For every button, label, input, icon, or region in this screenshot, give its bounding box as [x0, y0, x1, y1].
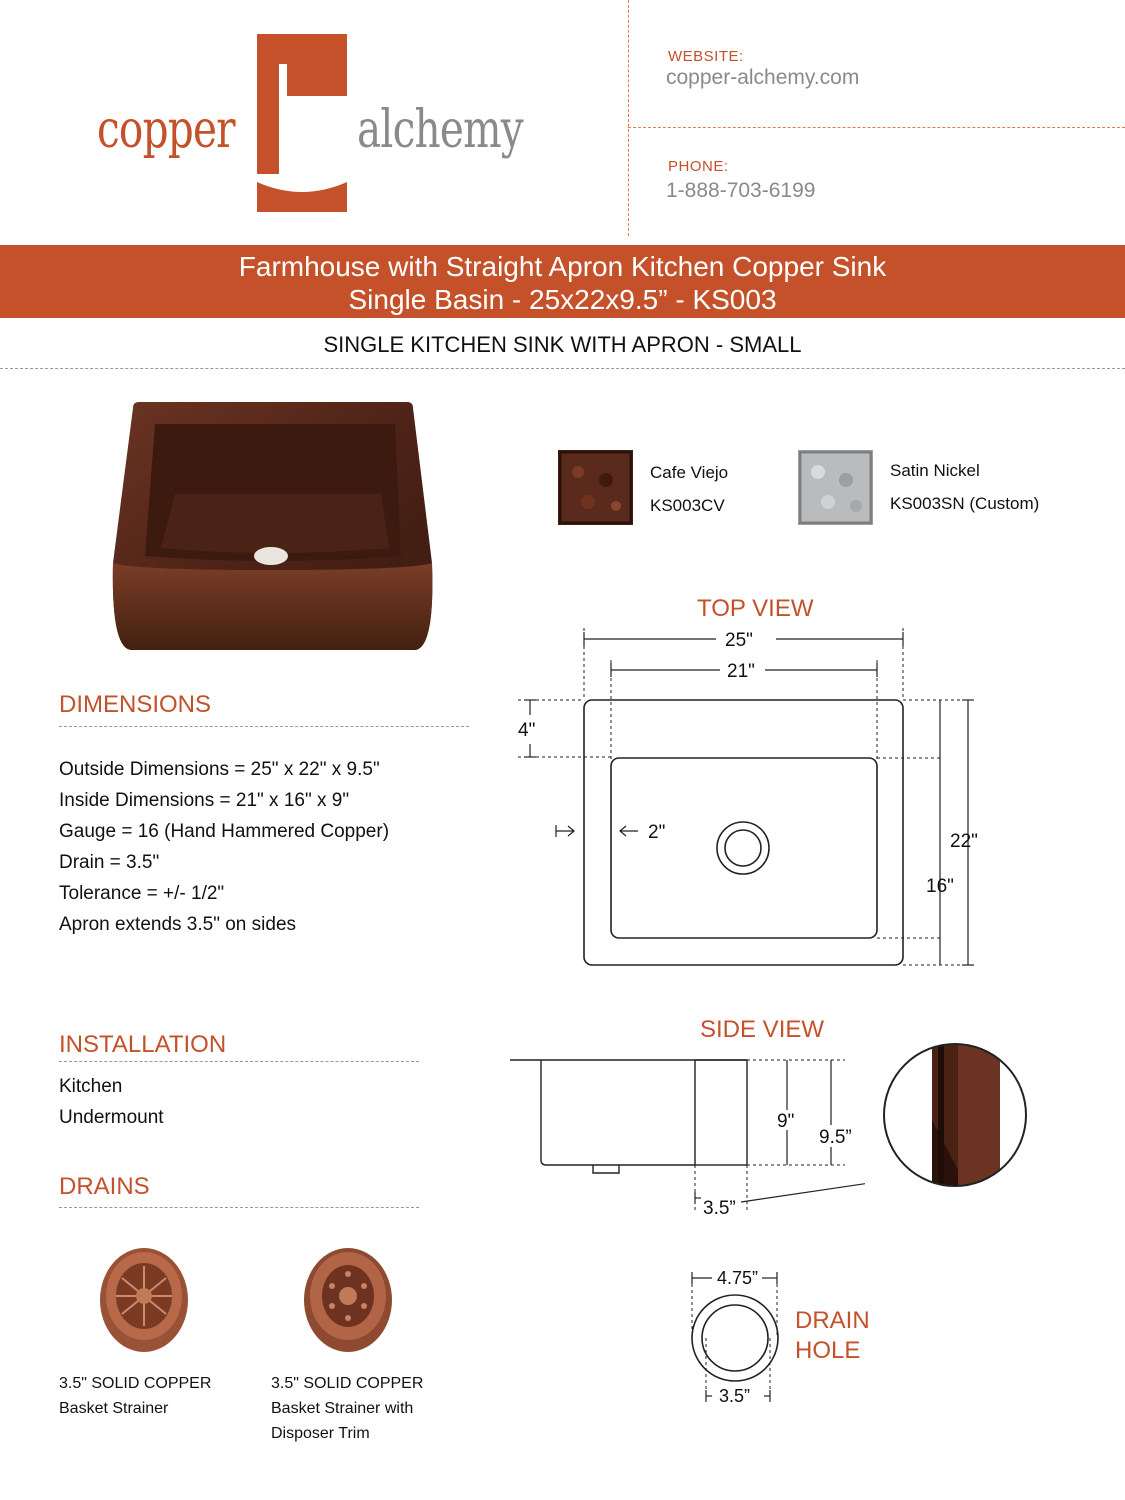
phone-number: 1-888-703-6199: [666, 179, 816, 202]
drain-caption-basket: [59, 1371, 211, 1421]
finish-name: Cafe Viejo: [650, 463, 729, 482]
logo-word-alchemy: alchemy: [357, 100, 523, 160]
spec-item: Inside Dimensions = 21" x 16" x 9": [59, 790, 350, 811]
sink-photo: [105, 398, 440, 656]
dimensions-list: [59, 754, 389, 940]
phone-label: PHONE:: [668, 158, 729, 175]
finish-satin-nickel: [890, 454, 1039, 520]
finish-sku: KS003SN (Custom): [890, 494, 1040, 513]
spec-item: Drain = 3.5": [59, 852, 160, 873]
page-subtitle: SINGLE KITCHEN SINK WITH APRON - SMALL: [323, 332, 802, 357]
installation-item: Kitchen: [59, 1076, 123, 1097]
top-view-diagram: [500, 620, 1000, 980]
swatch-cafe-viejo: [558, 450, 633, 525]
website-link[interactable]: copper-alchemy.com: [666, 66, 860, 89]
logo: [95, 30, 535, 215]
apron-detail-zoom: [880, 1040, 1030, 1190]
spec-item: Apron extends 3.5" on sides: [59, 914, 297, 935]
spec-item: Gauge = 16 (Hand Hammered Copper): [59, 821, 390, 842]
swatch-satin-nickel: [798, 450, 873, 525]
dim-outer-width: 25": [725, 630, 753, 651]
installation-list: [59, 1071, 164, 1133]
page-title-line2: Single Basin - 25x22x9.5” - KS003: [348, 284, 777, 315]
finish-name: Satin Nickel: [890, 461, 980, 480]
spec-item: Tolerance = +/- 1/2": [59, 883, 225, 904]
disposer-trim-photo: [298, 1238, 398, 1358]
page-title-line1: Farmhouse with Straight Apron Kitchen Copper Sink: [238, 251, 887, 282]
spec-item: Outside Dimensions = 25" x 22" x 9.5": [59, 759, 380, 780]
installation-heading: INSTALLATION: [59, 1031, 227, 1058]
logo-word-copper: copper: [97, 100, 235, 160]
dim-inner-height: 9": [777, 1111, 795, 1132]
drains-heading: DRAINS: [59, 1173, 150, 1200]
drain-hole-title: [795, 1306, 870, 1366]
finish-sku: KS003CV: [650, 496, 725, 515]
caption-line: Basket Strainer: [59, 1400, 169, 1417]
website-label: WEBSITE:: [668, 48, 744, 65]
caption-line: Disposer Trim: [271, 1425, 370, 1442]
dim-inner-depth: 16": [926, 876, 954, 897]
drain-hole-diagram: [680, 1262, 790, 1412]
logo-emblem-icon: [257, 34, 347, 214]
dimensions-heading: DIMENSIONS: [59, 691, 212, 718]
side-view-title: SIDE VIEW: [700, 1016, 825, 1043]
title-banner: [0, 245, 1125, 318]
dim-drain-inner: 3.5”: [719, 1386, 751, 1406]
drain-hole-title-line: HOLE: [795, 1337, 861, 1364]
dim-back-ledge: 4": [518, 720, 536, 741]
dim-drain-outer: 4.75”: [717, 1268, 759, 1288]
top-view-title: TOP VIEW: [697, 595, 814, 622]
side-view-diagram: [505, 1050, 865, 1225]
basket-strainer-photo: [92, 1238, 192, 1358]
dim-outer-height: 9.5”: [819, 1127, 852, 1148]
caption-line: 3.5" SOLID COPPER: [59, 1375, 212, 1392]
dim-side-ledge: 2": [648, 822, 666, 843]
dim-inner-width: 21": [727, 661, 755, 682]
installation-item: Undermount: [59, 1107, 164, 1128]
caption-line: Basket Strainer with: [271, 1400, 414, 1417]
dim-apron: 3.5”: [703, 1198, 736, 1219]
drain-caption-disposer: [271, 1371, 423, 1446]
caption-line: 3.5" SOLID COPPER: [271, 1375, 424, 1392]
drain-hole-title-line: DRAIN: [795, 1307, 870, 1334]
dim-outer-depth: 22": [950, 831, 978, 852]
finish-cafe-viejo: [650, 456, 728, 522]
